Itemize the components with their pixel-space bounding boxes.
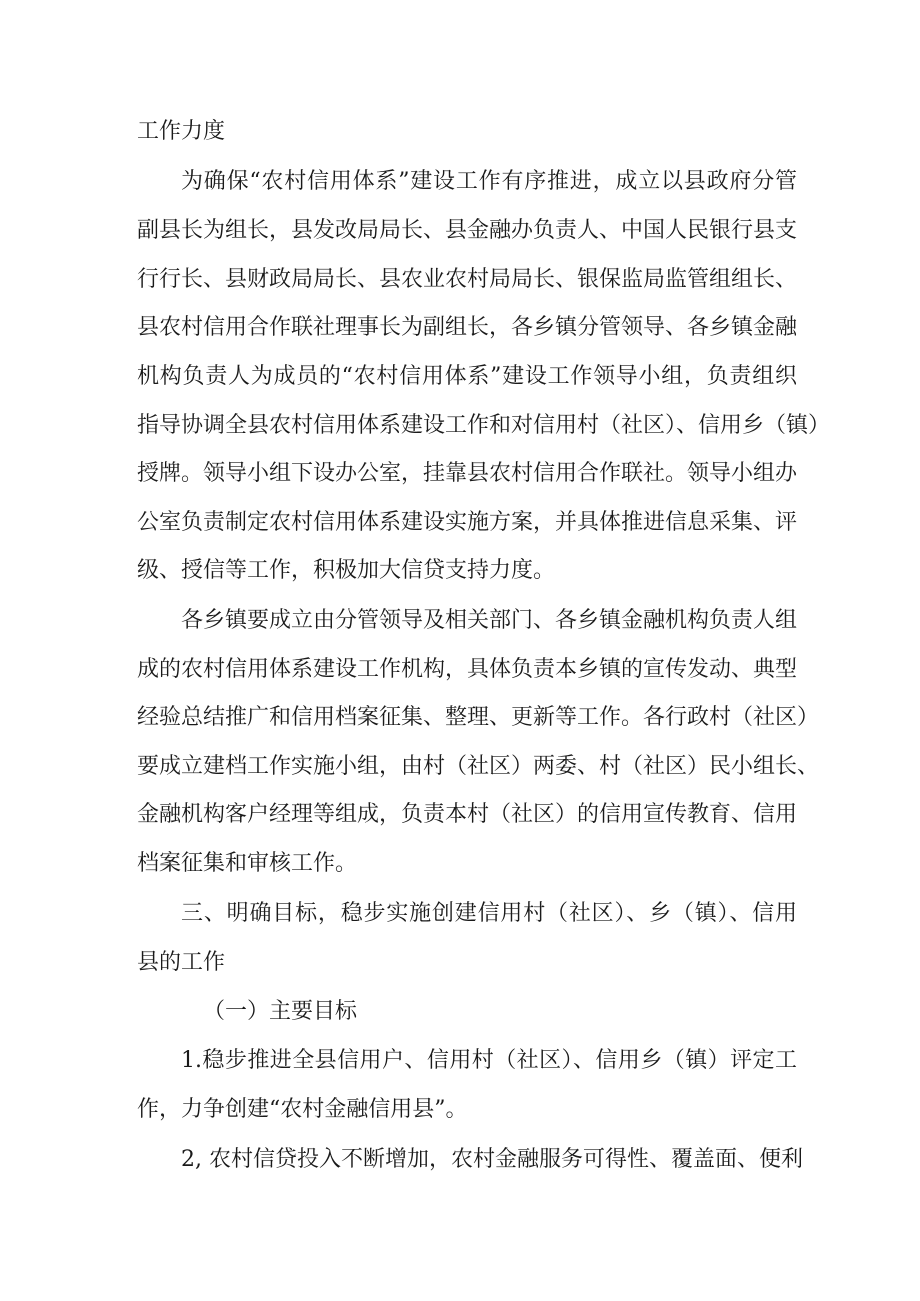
paragraph-line: 金融机构客户经理等组成，负责本村（社区）的信用宣传教育、信用 [137,802,798,827]
paragraph-line: 级、授信等工作，积极加大信贷支持力度。 [137,558,556,583]
paragraph-line: 要成立建档工作实施小组，由村（社区）两委、村（社区）民小组长、 [137,754,820,779]
list-item-line: 1.稳步推进全县信用户、信用村（社区）、信用乡（镇）评定工 [181,1048,797,1073]
paragraph-line: 行行长、县财政局局长、县农业农村局局长、银保监局监管组组长、 [137,267,798,292]
paragraph-line: 机构负责人为成员的“农村信用体系”建设工作领导小组，负责组织 [137,364,797,389]
text-line: 工作力度 [137,119,226,144]
paragraph-line: 公室负责制定农村信用体系建设实施方案，并具体推进信息采集、评 [137,510,798,535]
paragraph-line: 各乡镇要成立由分管领导及相关部门、各乡镇金融机构负责人组 [181,608,798,633]
list-item-line: 2, 农村信贷投入不断增加，农村金融服务可得性、覆盖面、便利 [181,1147,803,1172]
list-item-line: 作，力争创建“农村金融信用县”。 [137,1097,468,1122]
paragraph-line: 为确保“农村信用体系”建设工作有序推进，成立以县政府分管 [181,169,797,194]
paragraph-line: 县农村信用合作联社理事长为副组长，各乡镇分管领导、各乡镇金融 [137,315,798,340]
paragraph-line: 授牌。领导小组下设办公室，挂靠县农村信用合作联社。领导小组办 [137,461,798,486]
paragraph-line: 成的农村信用体系建设工作机构，具体负责本乡镇的宣传发动、典型 [137,657,798,682]
subsection-heading: （一）主要目标 [203,999,358,1024]
paragraph-line: 经验总结推广和信用档案征集、整理、更新等工作。各行政村（社区） [137,705,820,730]
paragraph-line: 档案征集和审核工作。 [137,851,358,876]
section-heading-line: 三、明确目标，稳步实施创建信用村（社区）、乡（镇）、信用 [181,901,797,926]
section-heading-line: 县的工作 [137,950,226,975]
paragraph-line: 指导协调全县农村信用体系建设工作和对信用村（社区）、信用乡（镇） [137,413,831,438]
paragraph-line: 副县长为组长，县发改局局长、县金融办负责人、中国人民银行县支 [137,218,798,243]
